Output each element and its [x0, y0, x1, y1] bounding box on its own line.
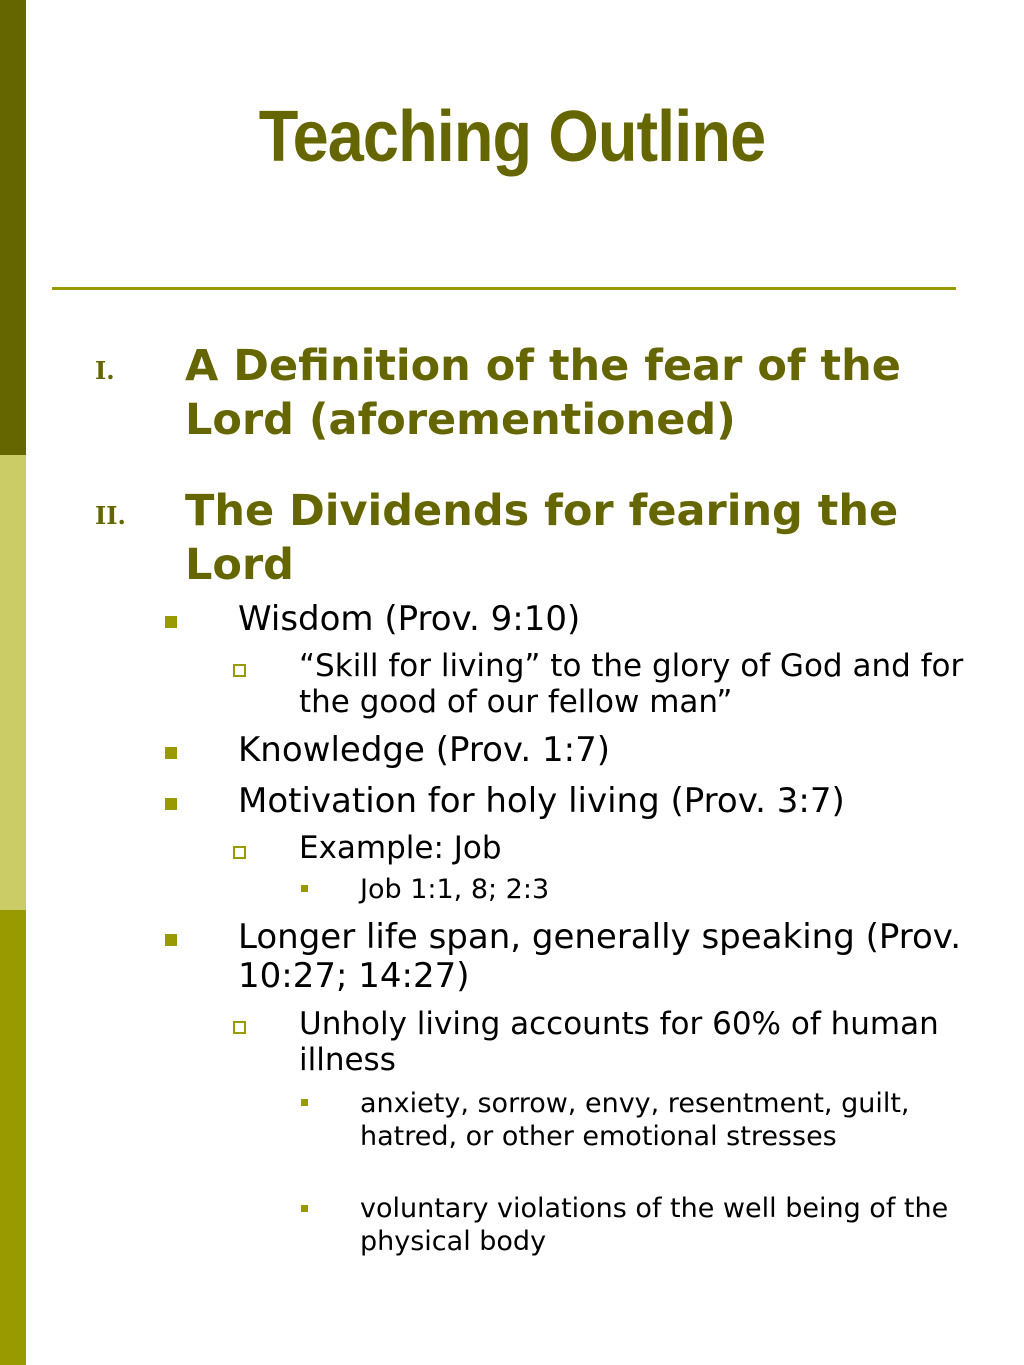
outline-point: Longer life span, generally speaking (Prov. 10:27; 14:27): [238, 917, 962, 996]
bullet-square-icon: [165, 616, 177, 628]
outline-point: Knowledge (Prov. 1:7): [238, 730, 610, 770]
bullet-small-square-icon: [301, 1099, 308, 1106]
section-numeral: II.: [95, 501, 126, 530]
section-heading: A Definition of the fear of the Lord (aforementioned): [185, 341, 901, 445]
bullet-square-icon: [165, 747, 177, 759]
section-numeral: I.: [95, 356, 115, 385]
sidebar-band-dark: [0, 0, 26, 455]
outline-detail: Job 1:1, 8; 2:3: [360, 874, 550, 905]
bullet-hollow-square-icon: [233, 1021, 246, 1034]
outline-subpoint: “Skill for living” to the glory of God and for the good of our fellow man”: [299, 648, 964, 720]
sidebar-band-light: [0, 455, 26, 910]
bullet-hollow-square-icon: [233, 846, 246, 859]
bullet-square-icon: [165, 798, 177, 810]
outline-detail: anxiety, sorrow, envy, resentment, guilt, hatred, or other emotional stresses: [360, 1088, 910, 1152]
bullet-small-square-icon: [301, 885, 308, 892]
bullet-small-square-icon: [301, 1205, 308, 1212]
outline-detail: voluntary violations of the well being of the physical body: [360, 1193, 949, 1257]
sidebar-accent: [0, 0, 26, 1365]
section-heading: The Dividends for fearing the Lord: [185, 486, 899, 590]
bullet-square-icon: [165, 934, 177, 946]
bullet-hollow-square-icon: [233, 664, 246, 677]
outline-subpoint: Example: Job: [299, 830, 502, 866]
title-divider: [52, 287, 956, 290]
outline-point: Wisdom (Prov. 9:10): [238, 599, 581, 639]
slide-title: Teaching Outline: [258, 97, 766, 177]
sidebar-band-mid: [0, 910, 26, 1365]
outline-subpoint: Unholy living accounts for 60% of human illness: [299, 1006, 939, 1078]
outline-point: Motivation for holy living (Prov. 3:7): [238, 781, 845, 821]
